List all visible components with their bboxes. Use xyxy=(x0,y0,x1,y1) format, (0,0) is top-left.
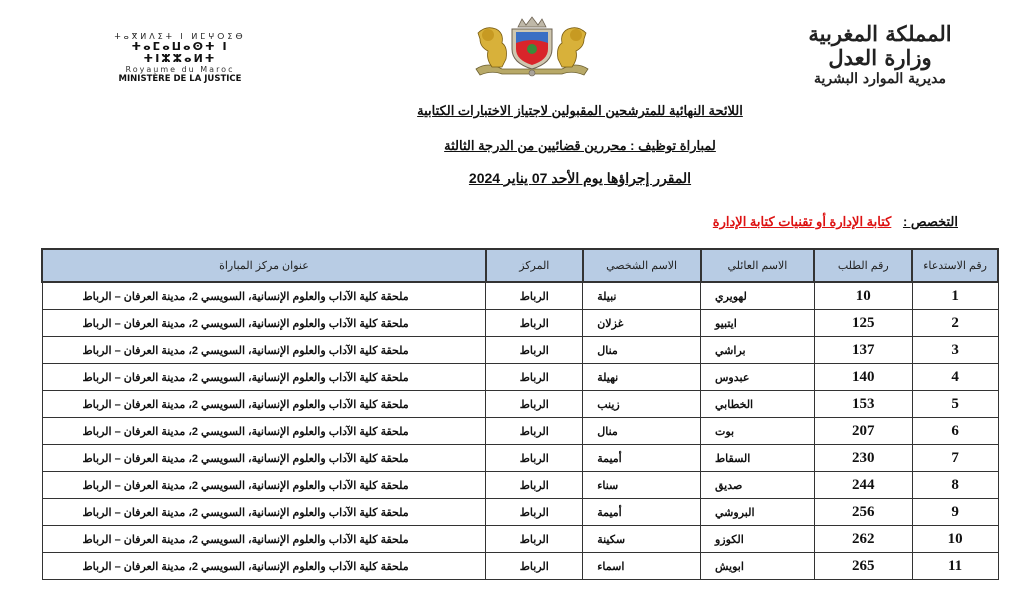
kingdom-name-french: Royaume du Maroc xyxy=(125,65,235,74)
column-header-family-name: الاسم العائلي xyxy=(701,249,815,282)
request-number-cell: 230 xyxy=(814,445,912,472)
center-cell: الرباط xyxy=(486,445,583,472)
tifinagh-line-1: ⵜⴰⴳⵍⴷⵉⵜ ⵏ ⵍⵎⵖⵔⵉⴱ xyxy=(114,32,246,41)
center-cell: الرباط xyxy=(486,526,583,553)
table-row xyxy=(42,499,998,526)
first-name-cell: نهيلة xyxy=(583,364,701,391)
first-name-cell: منال xyxy=(583,337,701,364)
first-name-cell: أميمة xyxy=(583,445,701,472)
call-number-cell: 8 xyxy=(912,472,998,499)
family-name-cell: ابويش xyxy=(701,553,815,580)
table-row xyxy=(42,337,998,364)
first-name-cell: سناء xyxy=(583,472,701,499)
directorate-name-arabic: مديرية الموارد البشرية xyxy=(814,71,946,87)
center-cell: الرباط xyxy=(486,310,583,337)
table-row xyxy=(42,526,998,553)
family-name-cell: براشي xyxy=(701,337,815,364)
center-cell: الرباط xyxy=(486,418,583,445)
request-number-cell: 256 xyxy=(814,499,912,526)
table-row xyxy=(42,445,998,472)
coat-of-arms-icon xyxy=(468,15,596,81)
family-name-cell: لهويري xyxy=(701,282,815,310)
center-cell: الرباط xyxy=(486,282,583,310)
first-name-cell: زينب xyxy=(583,391,701,418)
specialty-label: التخصص : xyxy=(902,214,958,229)
table-header-row xyxy=(42,249,998,282)
family-name-cell: صديق xyxy=(701,472,815,499)
request-number-cell: 137 xyxy=(814,337,912,364)
address-cell: ملحقة كلية الآداب والعلوم الإنسانية، السويسي 2، مدينة العرفان – الرباط xyxy=(42,310,486,337)
table-row xyxy=(42,282,998,310)
center-cell: الرباط xyxy=(486,337,583,364)
kingdom-name-arabic: المملكة المغربية xyxy=(808,21,952,46)
family-name-cell: ايتبيو xyxy=(701,310,815,337)
address-cell: ملحقة كلية الآداب والعلوم الإنسانية، السويسي 2، مدينة العرفان – الرباط xyxy=(42,445,486,472)
competition-subtitle: لمباراة توظيف : محررين قضائيين من الدرجة الثالثة xyxy=(444,138,716,153)
first-name-cell: أميمة xyxy=(583,499,701,526)
address-cell: ملحقة كلية الآداب والعلوم الإنسانية، السويسي 2، مدينة العرفان – الرباط xyxy=(42,499,486,526)
call-number-cell: 5 xyxy=(912,391,998,418)
address-cell: ملحقة كلية الآداب والعلوم الإنسانية، السويسي 2، مدينة العرفان – الرباط xyxy=(42,553,486,580)
address-cell: ملحقة كلية الآداب والعلوم الإنسانية، السويسي 2، مدينة العرفان – الرباط xyxy=(42,391,486,418)
first-name-cell: سكينة xyxy=(583,526,701,553)
first-name-cell: غزلان xyxy=(583,310,701,337)
center-cell: الرباط xyxy=(486,499,583,526)
request-number-cell: 265 xyxy=(814,553,912,580)
call-number-cell: 7 xyxy=(912,445,998,472)
table-row xyxy=(42,418,998,445)
center-cell: الرباط xyxy=(486,472,583,499)
exam-date-line: المقرر إجراؤها يوم الأحد 07 يناير 2024 xyxy=(468,170,692,186)
column-header-call-number: رقم الاستدعاء xyxy=(912,249,998,282)
center-cell: الرباط xyxy=(486,553,583,580)
center-cell: الرباط xyxy=(486,364,583,391)
call-number-cell: 3 xyxy=(912,337,998,364)
first-name-cell: منال xyxy=(583,418,701,445)
call-number-cell: 4 xyxy=(912,364,998,391)
address-cell: ملحقة كلية الآداب والعلوم الإنسانية، السويسي 2، مدينة العرفان – الرباط xyxy=(42,337,486,364)
family-name-cell: السقاط xyxy=(701,445,815,472)
call-number-cell: 9 xyxy=(912,499,998,526)
family-name-cell: الخطابي xyxy=(701,391,815,418)
ministry-name-arabic: وزارة العدل xyxy=(828,45,932,70)
tifinagh-line-2: ⵜⴰⵎⴰⵡⴰⵙⵜ ⵏ ⵜⵏⵣⵣⴰⵍⵜ xyxy=(131,40,229,65)
call-number-cell: 10 xyxy=(912,526,998,553)
call-number-cell: 1 xyxy=(912,282,998,310)
address-cell: ملحقة كلية الآداب والعلوم الإنسانية، السويسي 2، مدينة العرفان – الرباط xyxy=(42,282,486,310)
family-name-cell: عبدوس xyxy=(701,364,815,391)
request-number-cell: 153 xyxy=(814,391,912,418)
request-number-cell: 207 xyxy=(814,418,912,445)
ministry-header-arabic xyxy=(790,22,970,88)
request-number-cell: 244 xyxy=(814,472,912,499)
first-name-cell: اسماء xyxy=(583,553,701,580)
address-cell: ملحقة كلية الآداب والعلوم الإنسانية، السويسي 2، مدينة العرفان – الرباط xyxy=(42,472,486,499)
table-row xyxy=(42,472,998,499)
family-name-cell: البروشي xyxy=(701,499,815,526)
address-cell: ملحقة كلية الآداب والعلوم الإنسانية، السويسي 2، مدينة العرفان – الرباط xyxy=(42,418,486,445)
address-cell: ملحقة كلية الآداب والعلوم الإنسانية، السويسي 2، مدينة العرفان – الرباط xyxy=(42,526,486,553)
call-number-cell: 2 xyxy=(912,310,998,337)
column-header-request-number: رقم الطلب xyxy=(814,249,912,282)
candidates-table xyxy=(41,248,999,580)
table-row xyxy=(42,553,998,580)
family-name-cell: بوت xyxy=(701,418,815,445)
column-header-center: المركز xyxy=(486,249,583,282)
document-title: اللائحة النهائية للمترشحين المقبولين لاجتياز الاختبارات الكتابية xyxy=(417,103,743,118)
ministry-header-french xyxy=(100,32,260,84)
family-name-cell: الكوزو xyxy=(701,526,815,553)
request-number-cell: 140 xyxy=(814,364,912,391)
address-cell: ملحقة كلية الآداب والعلوم الإنسانية، السويسي 2، مدينة العرفان – الرباط xyxy=(42,364,486,391)
call-number-cell: 11 xyxy=(912,553,998,580)
first-name-cell: نبيلة xyxy=(583,282,701,310)
table-row xyxy=(42,310,998,337)
table-row xyxy=(42,364,998,391)
column-header-first-name: الاسم الشخصي xyxy=(583,249,701,282)
request-number-cell: 262 xyxy=(814,526,912,553)
call-number-cell: 6 xyxy=(912,418,998,445)
table-row xyxy=(42,391,998,418)
request-number-cell: 10 xyxy=(814,282,912,310)
specialty-value: كتابة الإدارة أو تقنيات كتابة الإدارة xyxy=(712,214,892,229)
center-cell: الرباط xyxy=(486,391,583,418)
specialty-line xyxy=(713,214,958,230)
column-header-address: عنوان مركز المباراة xyxy=(42,249,486,282)
ministry-name-french: MINISTÈRE DE LA JUSTICE xyxy=(118,74,242,84)
request-number-cell: 125 xyxy=(814,310,912,337)
